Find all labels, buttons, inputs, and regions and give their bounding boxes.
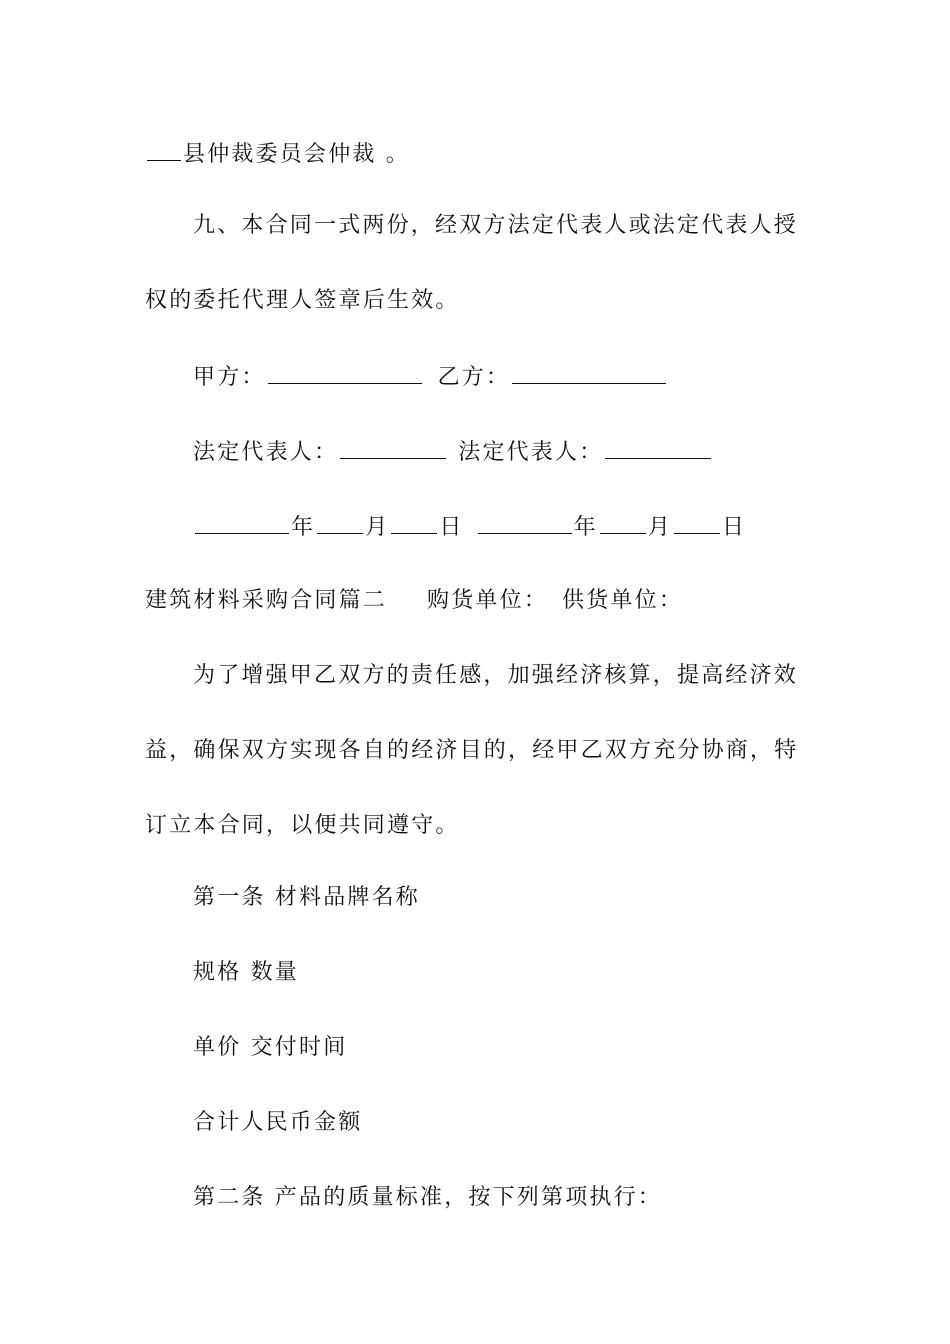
month-b-blank (600, 511, 646, 534)
representative-line (193, 436, 713, 468)
rep-a-label: 法定代表人： (193, 440, 339, 465)
supplier-label: 供货单位： (562, 588, 684, 613)
month-a-label: 月 (365, 515, 390, 540)
article-total-amount: 合计人民币金额 (193, 1110, 363, 1135)
county-blank (147, 138, 181, 161)
date-line (193, 511, 746, 543)
party-a-blank (268, 361, 422, 384)
article-spec-quantity: 规格 数量 (193, 960, 299, 985)
clause-nine-line-2: 权的委托代理人签章后生效。 (145, 288, 460, 313)
arbitration-text: 县仲裁委员会仲裁 。 (183, 142, 410, 167)
day-a-label: 日 (439, 515, 464, 540)
rep-a-blank (340, 436, 446, 459)
year-b-label: 年 (573, 515, 598, 540)
year-a-blank (195, 511, 289, 534)
section-title: 建筑材料采购合同篇二 (145, 588, 388, 613)
party-a-label: 甲方： (193, 365, 266, 390)
year-b-blank (478, 511, 572, 534)
year-a-label: 年 (291, 515, 316, 540)
intro-line-2: 益，确保双方实现各自的经济目的，经甲乙双方充分协商，特 (145, 738, 799, 763)
intro-line-1: 为了增强甲乙双方的责任感，加强经济核算，提高经济效 (193, 663, 799, 688)
section-title-line (145, 586, 683, 616)
article-one: 第一条 材料品牌名称 (193, 885, 420, 910)
article-two: 第二条 产品的质量标准，按下列第项执行： (193, 1185, 662, 1210)
day-b-blank (674, 511, 720, 534)
rep-b-blank (605, 436, 711, 459)
article-price-delivery: 单价 交付时间 (193, 1035, 348, 1060)
party-b-label: 乙方： (437, 365, 511, 390)
intro-line-3: 订立本合同，以便共同遵守。 (145, 813, 460, 838)
day-a-blank (391, 511, 437, 534)
buyer-label: 购货单位： (427, 588, 549, 613)
arbitration-line (145, 138, 410, 170)
party-signature-line (193, 361, 668, 393)
day-b-label: 日 (722, 515, 747, 540)
rep-b-label: 法定代表人： (458, 440, 604, 465)
party-b-blank (512, 361, 666, 384)
month-b-label: 月 (647, 515, 673, 540)
clause-nine-line-1: 九、本合同一式两份，经双方法定代表人或法定代表人授 (193, 213, 799, 238)
month-a-blank (317, 511, 363, 534)
